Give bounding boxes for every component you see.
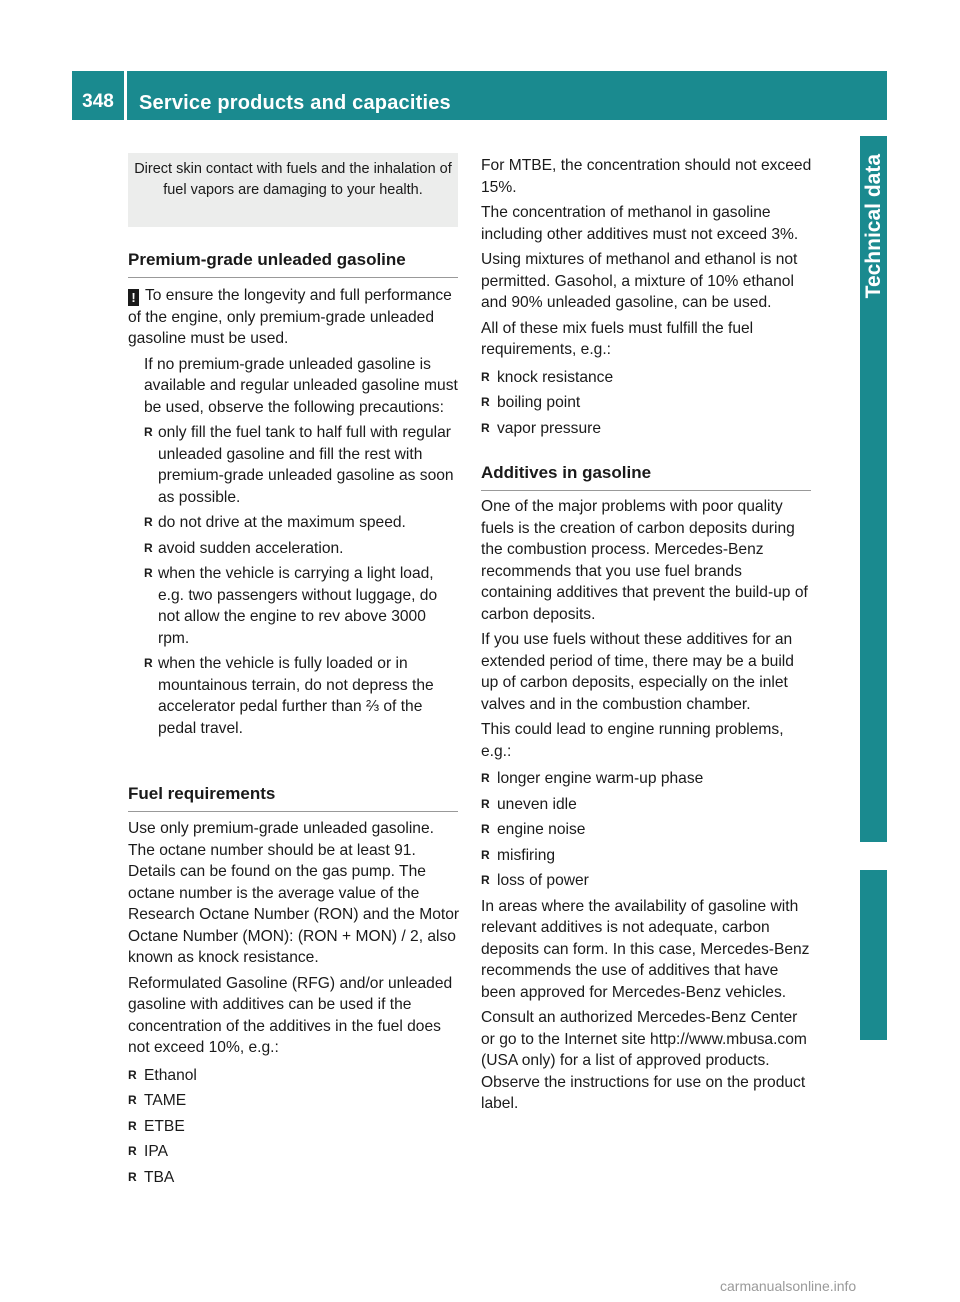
header-divider: [124, 71, 127, 120]
page-number: 348: [82, 91, 114, 112]
bullet-icon: R: [128, 1067, 137, 1082]
additives-paragraph-1: One of the major problems with poor quality fuels is the creation of carbon deposits during the combustion process. Mercedes-Benz recommends that you use fuel brands containing additives that prevent the build-up of carbon deposits.: [481, 498, 808, 623]
heading-premium-gasoline: Premium-grade unleaded gasoline: [128, 250, 458, 278]
bullet-icon: R: [481, 771, 490, 785]
bullet-icon: R: [144, 515, 153, 529]
right-paragraph-1: For MTBE, the concentration should not exceed 15%.: [481, 157, 812, 196]
additives-paragraph-3: This could lead to engine running problems, e.g.:: [481, 721, 784, 760]
additives-paragraph-4: In areas where the availability of gasoline with relevant additives is not adequate, carbon deposits can form. In this case, Mercedes-Benz recommends the use of additives that have been approved for Mercedes-Benz vehicles.: [481, 897, 810, 1001]
premium-note: [128, 285, 460, 743]
premium-note-text: To ensure the longevity and full performance of the engine, only premium-grade unleaded gasoline must be used.: [128, 287, 452, 347]
list-item: R loss of power: [481, 870, 813, 892]
bullet-icon: R: [128, 1144, 137, 1158]
list-item: R ETBE: [128, 1116, 460, 1138]
additives-body: [481, 496, 813, 1119]
bullet-icon: R: [481, 822, 490, 836]
side-marker: [860, 870, 887, 1040]
list-item: R when the vehicle is fully loaded or in mountainous terrain, do not depress the accelerator pedal further than ⅔ of the pedal travel.: [144, 655, 434, 737]
heading-additives: Additives in gasoline: [481, 463, 811, 491]
bullet-icon: R: [144, 566, 153, 580]
page-header: [72, 71, 887, 120]
list-item: R do not drive at the maximum speed.: [128, 512, 460, 534]
right-paragraph-4: All of these mix fuels must fulfill the fuel requirements, e.g.:: [481, 319, 754, 358]
watermark: carmanualsonline.info: [720, 1278, 857, 1294]
bullet-icon: R: [144, 425, 153, 439]
bullet-icon: R: [481, 796, 490, 811]
bullet-icon: R: [144, 656, 153, 670]
fuel-req-paragraph-2: Reformulated Gasoline (RFG) and/or unleaded gasoline with additives can be used if the concentration of the additives in the fuel does not exceed 10%, e.g.:: [128, 974, 453, 1056]
heading-fuel-requirements: Fuel requirements: [128, 784, 458, 812]
list-item: R IPA: [128, 1141, 460, 1163]
bullet-icon: R: [128, 1169, 137, 1184]
page-title: Service products and capacities: [139, 92, 451, 114]
bullet-icon: R: [128, 1118, 137, 1133]
fuel-requirements-body: [128, 818, 460, 1192]
bullet-icon: R: [128, 1093, 137, 1107]
list-item: R Ethanol: [128, 1065, 460, 1087]
right-paragraph-3: Using mixtures of methanol and ethanol is not permitted. Gasohol, a mixture of 10% ethanol and 90% unleaded gasoline, can be used.: [481, 251, 798, 311]
premium-note-text-2: If no premium-grade unleaded gasoline is available and regular unleaded gasoline must be used, observe the following precautions:: [144, 355, 458, 416]
list-item: R engine noise: [481, 819, 813, 841]
exclamation-icon: !: [128, 289, 139, 306]
right-paragraph-2: The concentration of methanol in gasoline including other additives must not exceed 3%.: [481, 204, 799, 243]
mtbe-section: [481, 155, 813, 443]
warning-text: Direct skin contact with fuels and the inhalation of fuel vapors are damaging to your health.: [134, 161, 452, 198]
bullet-icon: R: [481, 420, 490, 435]
list-item: R uneven idle: [481, 794, 813, 816]
bullet-icon: R: [481, 369, 490, 384]
bullet-icon: R: [481, 395, 490, 409]
bullet-icon: R: [481, 847, 490, 862]
list-item: R misfiring: [481, 845, 813, 867]
additives-paragraph-5: Consult an authorized Mercedes-Benz Center or go to the Internet site http://www.mbusa.com (USA only) for a list of approved products. Observe the instructions for use on the product label.: [481, 1009, 807, 1112]
list-item: R boiling point: [481, 392, 813, 414]
list-item: R TBA: [128, 1167, 460, 1189]
warning-box: [128, 153, 458, 227]
fuel-req-paragraph-1: Use only premium-grade unleaded gasoline. The octane number should be at least 91. Details can be found on the gas pump. The octane number is the average value of the Research Octane Number (RON) and the Motor Octane Number (MON): (RON + MON) / 2, also known as knock resistance.: [128, 820, 460, 966]
list-item: R when the vehicle is carrying a light load, e.g. two passengers without luggage, do not allow the engine to rev above 3000 rpm.: [144, 565, 438, 647]
additives-paragraph-2: If you use fuels without these additives for an extended period of time, there may be a build up of carbon deposits, especially on the inlet valves and in the combustion chamber.: [481, 631, 794, 713]
bullet-icon: R: [481, 873, 490, 887]
chapter-label: Technical data: [862, 154, 885, 299]
list-item: R TAME: [128, 1090, 460, 1112]
chapter-side-tab: [860, 136, 887, 842]
bullet-icon: R: [144, 540, 153, 555]
list-item: R vapor pressure: [481, 418, 813, 440]
list-item: R avoid sudden acceleration.: [128, 538, 460, 560]
list-item: R longer engine warm-up phase: [481, 768, 813, 790]
list-item: R only fill the fuel tank to half full with regular unleaded gasoline and fill the rest with premium-grade unleaded gasoline as soon as possible.: [144, 424, 454, 506]
list-item: R knock resistance: [481, 367, 813, 389]
